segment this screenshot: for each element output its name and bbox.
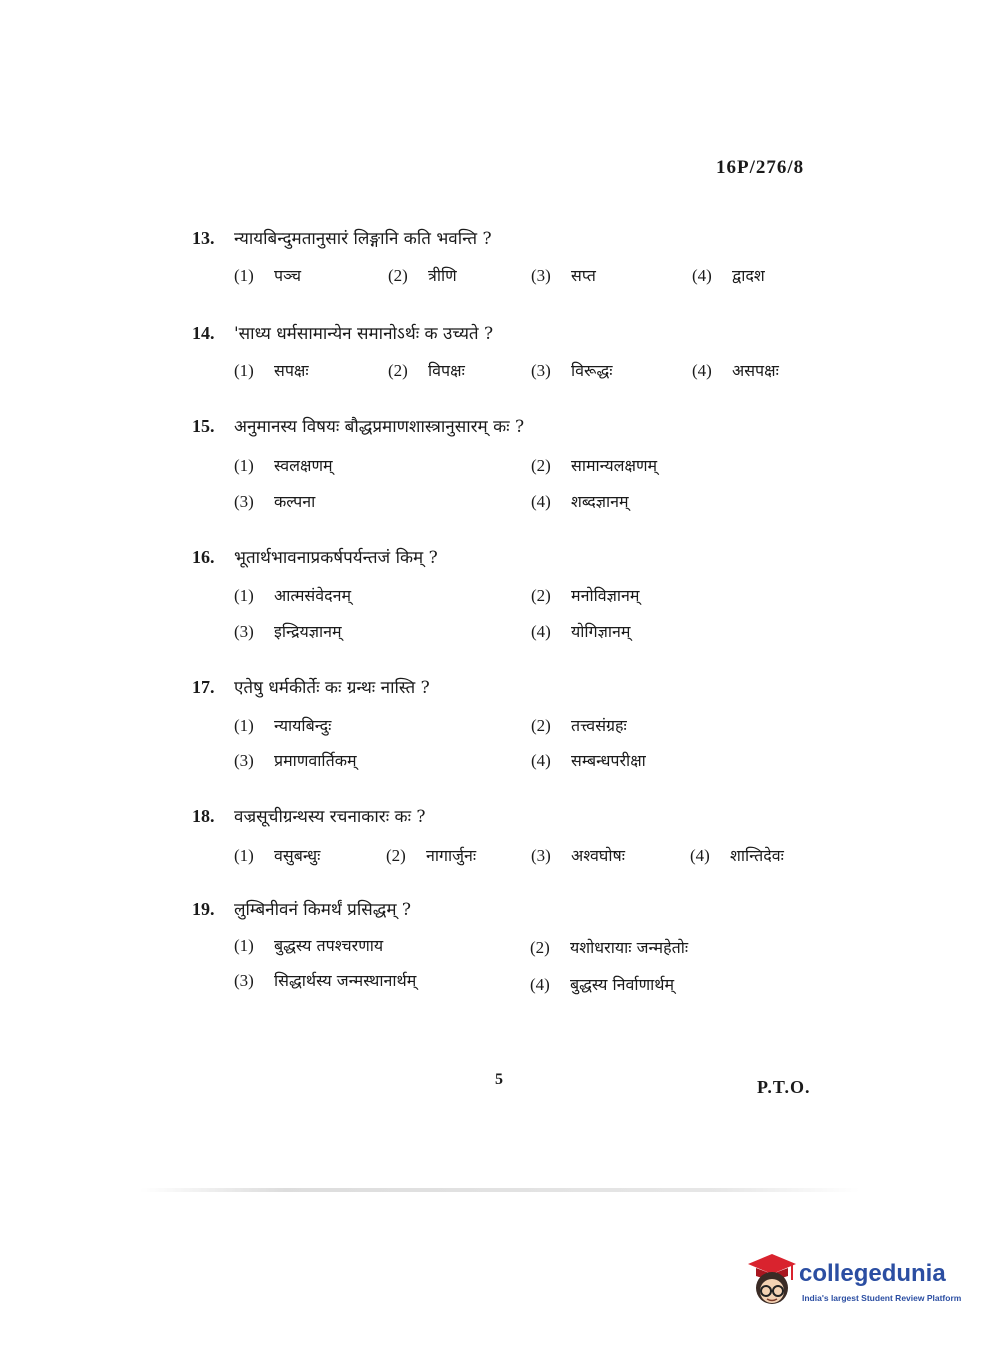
option-3: [234, 490, 315, 512]
option-1: [234, 934, 383, 956]
option-text: नागार्जुनः: [426, 846, 477, 865]
option-text: द्वादश: [732, 266, 765, 285]
option-number: (1): [234, 456, 254, 475]
option-1: [234, 359, 309, 381]
option-2: [386, 844, 476, 866]
option-text: त्रीणि: [428, 266, 457, 285]
option-text: असपक्षः: [732, 361, 779, 380]
brand-tagline: India's largest Student Review Platform: [802, 1293, 962, 1303]
scan-artifact-line: [140, 1188, 860, 1192]
option-number: (1): [234, 716, 254, 735]
option-number: (3): [531, 846, 551, 865]
option-3: [234, 749, 357, 771]
question-text: लुम्बिनीवनं किमर्थं प्रसिद्धम् ?: [234, 900, 412, 920]
question-text: अनुमानस्य विषयः बौद्धप्रमाणशास्त्रानुसारम् कः ?: [234, 417, 525, 437]
brand-name: collegedunia: [799, 1260, 946, 1287]
option-4: [531, 749, 646, 771]
option-number: (1): [234, 936, 254, 955]
page-number: 5: [495, 1071, 503, 1088]
option-number: (4): [531, 492, 551, 511]
option-text: बुद्धस्य तपश्चरणाय: [274, 936, 384, 955]
option-text: कल्पना: [274, 492, 316, 511]
option-text: बुद्धस्य निर्वाणार्थम्: [570, 975, 675, 994]
option-number: (2): [388, 266, 408, 285]
question-text: एतेषु धर्मकीर्तेः कः ग्रन्थः नास्ति ?: [234, 678, 430, 698]
option-number: (4): [692, 266, 712, 285]
option-number: (2): [531, 586, 551, 605]
option-text: आत्मसंवेदनम्: [274, 586, 352, 605]
option-text: विपक्षः: [428, 361, 465, 380]
option-4: [692, 264, 765, 286]
option-text: यशोधरायाः जन्महेतोः: [570, 938, 689, 957]
graduate-mascot-icon: [742, 1250, 798, 1312]
option-3: [531, 264, 596, 286]
question-number: 19.: [192, 899, 215, 919]
option-3: [234, 620, 342, 642]
option-4: [531, 490, 629, 512]
option-number: (1): [234, 586, 254, 605]
option-number: (1): [234, 266, 254, 285]
option-number: (4): [531, 751, 551, 770]
option-number: (3): [234, 971, 254, 990]
option-3: [531, 844, 625, 866]
question-text: 'साध्य धर्मसामान्येन समानोऽर्थः क उच्यते ?: [234, 324, 494, 344]
option-text: न्यायबिन्दुः: [274, 716, 332, 735]
option-number: (4): [690, 846, 710, 865]
option-number: (2): [531, 456, 551, 475]
option-1: [234, 844, 320, 866]
option-text: सप्त: [571, 266, 596, 285]
option-text: विरूद्धः: [571, 361, 613, 380]
option-text: इन्द्रियज्ञानम्: [274, 622, 342, 641]
question-text: भूतार्थभावनाप्रकर्षपर्यन्तजं किम् ?: [234, 548, 438, 568]
option-number: (3): [234, 751, 254, 770]
option-text: सिद्धार्थस्य जन्मस्थानार्थम्: [274, 971, 417, 990]
option-2: [531, 714, 627, 736]
option-number: (2): [386, 846, 406, 865]
option-number: (1): [234, 846, 254, 865]
option-4: [690, 844, 784, 866]
option-text: योगिज्ञानम्: [571, 622, 631, 641]
option-text: सामान्यलक्षणम्: [571, 456, 658, 475]
option-text: सम्बन्धपरीक्षा: [571, 751, 646, 770]
option-text: वसुबन्धुः: [274, 846, 321, 865]
question-text: वज्रसूचीग्रन्थस्य रचनाकारः कः ?: [234, 807, 426, 827]
question-number: 13.: [192, 228, 215, 248]
option-text: स्वलक्षणम्: [274, 456, 333, 475]
paper-code: 16P/276/8: [716, 157, 805, 178]
option-1: [234, 584, 351, 606]
option-text: सपक्षः: [274, 361, 309, 380]
question-number: 14.: [192, 323, 215, 343]
option-2: [388, 264, 457, 286]
option-text: पञ्च: [274, 266, 302, 285]
option-4: [531, 620, 630, 642]
option-4: [692, 359, 779, 381]
option-2: [388, 359, 465, 381]
option-2: [531, 584, 639, 606]
collegedunia-logo: [742, 1250, 972, 1320]
option-number: (3): [234, 492, 254, 511]
option-text: अश्वघोषः: [571, 846, 626, 865]
option-2: [531, 454, 657, 476]
question-number: 16.: [192, 547, 215, 567]
question-number: 17.: [192, 677, 215, 697]
option-3: [234, 969, 416, 991]
question-text: न्यायबिन्दुमतानुसारं लिङ्गानि कति भवन्ति ?: [234, 229, 492, 249]
option-2: [530, 936, 688, 958]
option-number: (3): [531, 361, 551, 380]
option-number: (2): [531, 716, 551, 735]
option-4: [530, 973, 674, 995]
option-3: [531, 359, 613, 381]
option-text: शब्दज्ञानम्: [571, 492, 629, 511]
option-text: प्रमाणवार्तिकम्: [274, 751, 357, 770]
option-number: (4): [530, 975, 550, 994]
option-1: [234, 454, 333, 476]
option-number: (4): [531, 622, 551, 641]
option-1: [234, 264, 301, 286]
option-number: (3): [531, 266, 551, 285]
option-text: शान्तिदेवः: [730, 846, 784, 865]
option-number: (4): [692, 361, 712, 380]
option-number: (3): [234, 622, 254, 641]
option-number: (1): [234, 361, 254, 380]
question-number: 15.: [192, 416, 215, 436]
question-number: 18.: [192, 806, 215, 826]
option-text: मनोविज्ञानम्: [571, 586, 640, 605]
option-number: (2): [388, 361, 408, 380]
option-number: (2): [530, 938, 550, 957]
pto-label: P.T.O.: [757, 1077, 811, 1097]
option-text: तत्त्वसंग्रहः: [571, 716, 627, 735]
option-1: [234, 714, 331, 736]
